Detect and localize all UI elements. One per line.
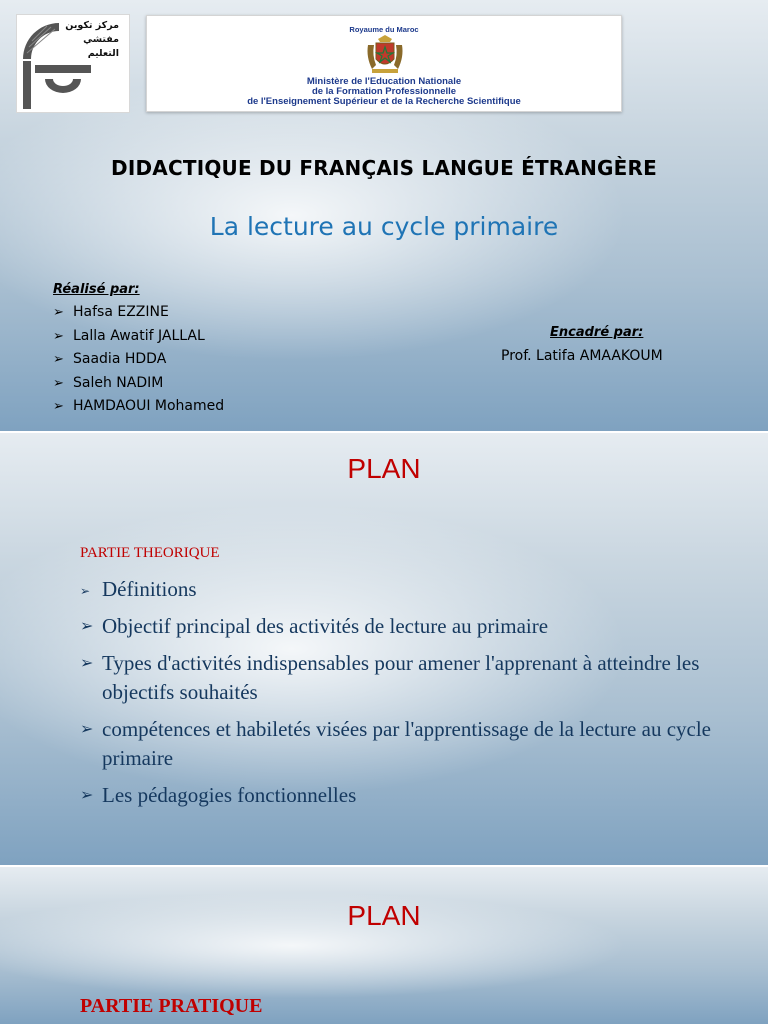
- part-practice-label: PARTIE PRATIQUE: [80, 995, 263, 1017]
- author-item: [53, 302, 224, 326]
- ministry-name: [147, 77, 621, 107]
- plan-item: [80, 612, 720, 641]
- plan-item-text: Définitions: [102, 577, 197, 601]
- plan-item: [80, 649, 720, 707]
- royaume-label: Royaume du Maroc: [349, 25, 419, 34]
- plan-items-list: [80, 575, 720, 810]
- ministry-line-3: de l'Enseignement Supérieur et de la Recherche Scientifique: [247, 96, 521, 107]
- realise-par-label: Réalisé par:: [53, 282, 140, 297]
- author-name: Hafsa EZZINE: [73, 304, 169, 320]
- author-item: [53, 349, 224, 373]
- logo-arabic-line-2: مفتشي التعليم: [83, 34, 119, 59]
- arrow-bullet-icon: ➢: [80, 787, 94, 804]
- author-item: [53, 396, 224, 420]
- plan-item-text: Types d'activités indispensables pour amener l'apprenant à atteindre les objectifs souhaités: [102, 651, 700, 704]
- author-name: Lalla Awatif JALLAL: [73, 327, 205, 344]
- arrow-bullet-icon: ➢: [53, 399, 64, 414]
- plan-slide-theory: [0, 433, 768, 865]
- part-theory-label: PARTIE THEORIQUE: [80, 545, 220, 561]
- main-title: DIDACTIQUE DU FRANÇAIS LANGUE ÉTRANGÈRE: [111, 156, 657, 180]
- arrow-bullet-icon: ➢: [80, 618, 94, 635]
- plan-item: [80, 781, 720, 810]
- ministry-line-1: Ministère de l'Education Nationale: [306, 76, 462, 87]
- arrow-bullet-icon: ➢: [80, 584, 91, 598]
- logo-arabic-text: [49, 19, 119, 61]
- arrow-bullet-icon: ➢: [53, 352, 64, 367]
- supervisor-name: Prof. Latifa AMAAKOUM: [501, 348, 663, 364]
- author-name: Saadia HDDA: [73, 351, 167, 367]
- logo-arabic-line-1: مركز تكوين: [65, 20, 119, 31]
- arrow-bullet-icon: ➢: [53, 328, 64, 344]
- plan-item: [80, 575, 720, 604]
- plan-item-text: Objectif principal des activités de lecture au primaire: [102, 614, 549, 638]
- moroccan-coat-of-arms-icon: [364, 35, 406, 75]
- title-slide: [0, 0, 768, 431]
- author-item: [53, 373, 224, 397]
- ministry-header: [146, 15, 622, 112]
- plan-title: PLAN: [347, 453, 421, 484]
- author-name: Saleh NADIM: [73, 374, 164, 391]
- training-center-logo: [16, 14, 130, 113]
- plan-item-text: compétences et habiletés visées par l'apprentissage de la lecture au cycle primaire: [102, 717, 711, 770]
- plan-item: [80, 715, 720, 773]
- author-item: [53, 326, 224, 350]
- authors-list: [53, 302, 224, 420]
- arrow-bullet-icon: ➢: [53, 305, 64, 320]
- encadre-par-label: Encadré par:: [550, 325, 644, 340]
- plan-title: PLAN: [347, 900, 421, 931]
- plan-item-text: Les pédagogies fonctionnelles: [102, 783, 357, 807]
- ministry-line-2: de la Formation Professionnelle: [311, 86, 457, 97]
- arrow-bullet-icon: ➢: [80, 721, 94, 738]
- author-name: HAMDAOUI Mohamed: [73, 398, 225, 414]
- arrow-bullet-icon: ➢: [80, 655, 94, 672]
- arrow-bullet-icon: ➢: [53, 375, 64, 391]
- plan-slide-practice: [0, 867, 768, 1024]
- subtitle: La lecture au cycle primaire: [209, 212, 559, 241]
